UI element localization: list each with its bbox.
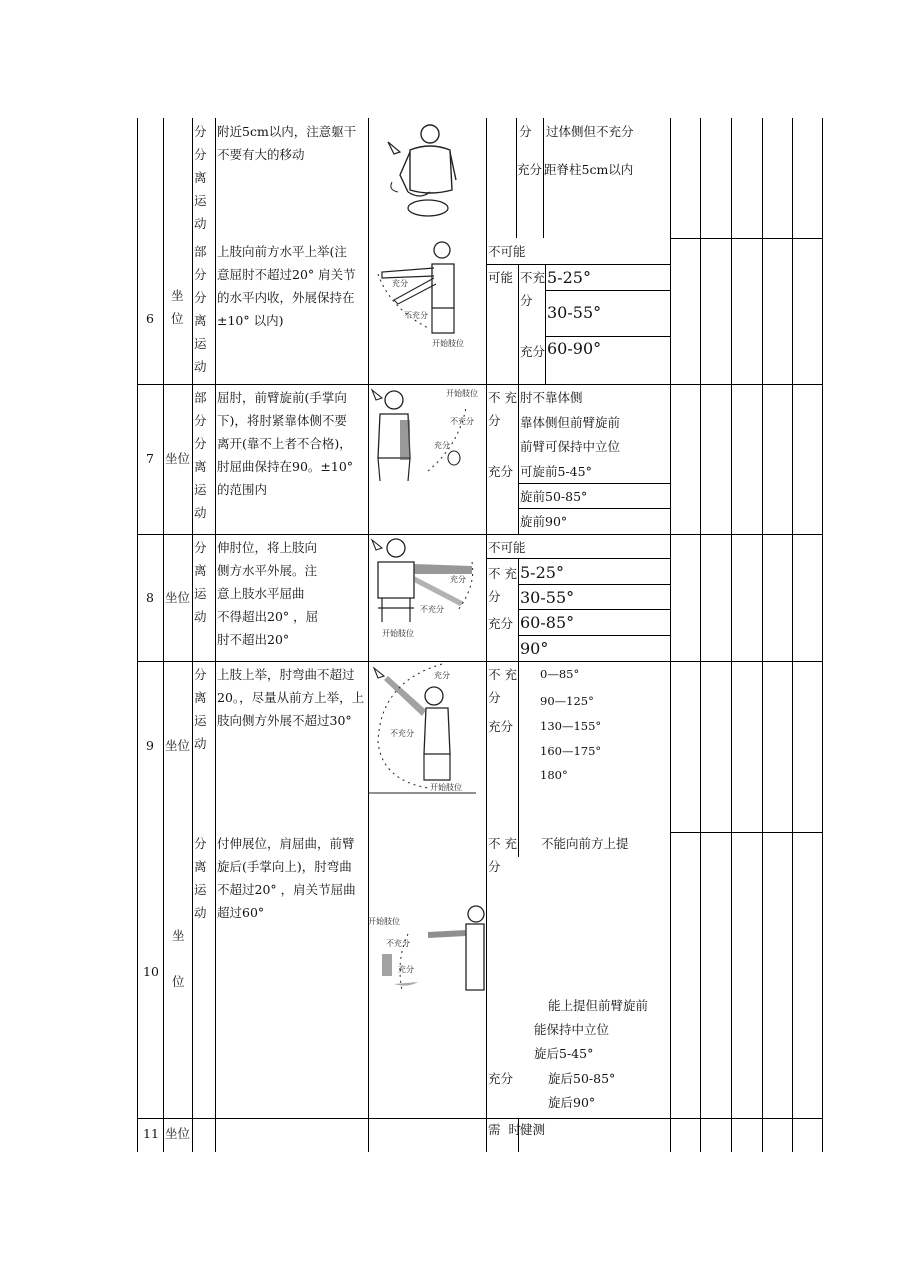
position-label: 坐位: [165, 738, 191, 753]
range-value: 60-90°: [547, 339, 602, 358]
table-border-right: [822, 118, 823, 1152]
position-label: 坐 位: [172, 928, 185, 989]
figure-label: 充分: [392, 279, 408, 288]
seated-arm-overhead-figure-icon: [368, 662, 476, 794]
grade-label: 不 充 分: [488, 836, 517, 874]
instruction-text: 付伸展位，肩屈曲，前臂 旋后(手掌向上)，肘弯曲 不超过20° ，肩关节屈曲 超过60°: [217, 836, 356, 920]
col-line: [762, 118, 763, 1152]
standing-arm-supination-figure-icon: [368, 900, 486, 1004]
grade-label: 需 时: [488, 1122, 521, 1137]
range-value: 180°: [540, 768, 568, 782]
position-label: 坐 位: [171, 288, 184, 326]
grade-label: 充分: [488, 464, 514, 479]
range-value: 5-25°: [547, 268, 591, 287]
criteria-text: 旋后5-45°: [534, 1046, 594, 1061]
criteria-text: 距脊柱5cm以内: [544, 162, 634, 177]
grade-label: 充分: [488, 1071, 514, 1086]
grade-label: 不 充 分: [488, 390, 517, 428]
movement-type: 部 分 分 离 运 动: [194, 244, 207, 374]
range-value: 0—85°: [540, 667, 580, 681]
figure-label: 不充分: [450, 417, 474, 426]
grade-label: 分: [519, 124, 532, 139]
row-line: [137, 384, 822, 385]
row-line: [518, 609, 670, 610]
criteria-text: 旋前90°: [520, 514, 568, 529]
range-value: 130—155°: [540, 719, 602, 733]
figure-label: 不充分: [386, 939, 410, 948]
grade-label: 充分: [488, 719, 514, 734]
col-line: [486, 118, 487, 1152]
figure-label: 充分: [434, 671, 450, 680]
grade-label: 充分: [517, 162, 543, 177]
criteria-text: 旋后90°: [548, 1095, 596, 1110]
criteria-text: 旋后50-85°: [548, 1071, 616, 1086]
row-line: [518, 483, 670, 484]
movement-type: 分 分 离 运 动: [194, 124, 207, 231]
range-value: 90°: [520, 639, 549, 658]
figure-label: 充分: [434, 441, 450, 450]
col-line: [545, 264, 546, 384]
row-number: 11: [143, 1126, 159, 1141]
instruction-text: 附近5cm以内，注意躯干 不要有大的移动: [217, 124, 357, 162]
grade-label: 不充 分: [520, 270, 546, 308]
row-line: [137, 1118, 822, 1119]
col-line: [670, 118, 671, 1152]
row-line: [545, 290, 670, 291]
figure-label: 开始肢位: [368, 917, 400, 926]
figure-label: 充分: [398, 965, 414, 974]
range-value: 5-25°: [520, 563, 564, 582]
col-line: [731, 118, 732, 1152]
movement-type: 部 分 分 离 运 动: [194, 390, 207, 520]
figure-label: 开始肢位: [382, 629, 414, 638]
row-line: [486, 264, 670, 265]
col-line: [700, 118, 701, 1152]
position-label: 坐位: [165, 451, 191, 466]
instruction-text: 上肢向前方水平上举(注 意屈肘不超过20° 肩关节 的水平内收，外展保持在 ±10° 以内): [217, 244, 356, 328]
row-line: [137, 661, 822, 662]
range-value: 30-55°: [520, 588, 575, 607]
table-border-left: [137, 118, 138, 1152]
row-number: 10: [143, 964, 159, 979]
grade-label: 不可能: [488, 540, 526, 555]
position-label: 坐位: [165, 1126, 191, 1141]
col-line: [518, 832, 519, 857]
criteria-text: 过体侧但不充分: [546, 124, 634, 139]
grade-label: 不 充 分: [488, 667, 517, 705]
col-line: [518, 661, 519, 832]
col-line: [215, 118, 216, 1152]
row-number: 8: [146, 590, 154, 605]
row-line: [670, 238, 822, 239]
criteria-text: 能保持中立位: [534, 1022, 610, 1037]
figure-label: 充分: [450, 575, 466, 584]
range-value: 60-85°: [520, 613, 575, 632]
seated-arm-abduction-figure-icon: [368, 536, 484, 642]
figure-label: 开始肢位: [432, 339, 464, 348]
movement-type: 分 离 运 动: [194, 836, 207, 920]
col-line: [163, 118, 164, 1152]
col-line: [792, 118, 793, 1152]
row-line: [518, 635, 670, 636]
criteria-text: 健测: [520, 1122, 546, 1137]
criteria-text: 旋前50-85°: [520, 489, 588, 504]
row-number: 7: [146, 451, 154, 466]
criteria-text: 靠体侧但前臂旋前: [520, 415, 621, 430]
range-value: 30-55°: [547, 303, 602, 322]
figure-label: 不充分: [404, 311, 428, 320]
row-line: [670, 832, 822, 833]
criteria-text: 可旋前5-45°: [520, 464, 592, 479]
criteria-text: 能上提但前臂旋前: [548, 998, 649, 1013]
position-label: 坐位: [165, 590, 191, 605]
col-line: [192, 118, 193, 1152]
row-line: [518, 508, 670, 509]
figure-label: 开始肢位: [430, 783, 462, 792]
criteria-text: 肘不靠体侧: [520, 390, 583, 405]
row-number: 9: [146, 738, 154, 753]
row-line: [518, 584, 670, 585]
row-number: 6: [146, 311, 154, 326]
instruction-text: 伸肘位，将上肢向 侧方水平外展。注 意上肢水平屈曲 不得超出20° ，屈 肘不超出20°: [217, 540, 319, 647]
range-value: 90—125°: [540, 694, 594, 708]
figure-label: 不充分: [420, 605, 444, 614]
criteria-text: 不能向前方上提: [541, 836, 629, 851]
grade-label: 可能: [488, 270, 514, 285]
instruction-text: 屈肘，前臂旋前(手掌向 下)，将肘紧靠体侧不要 离开(靠不上者不合格)， 肘屈曲保持在90。±10° 的范围内: [217, 390, 354, 497]
grade-label: 不 充 分: [488, 566, 517, 604]
figure-label: 开始肢位: [446, 389, 478, 398]
instruction-text: 上肢上举，肘弯曲不超过 20。，尽量从前方上举，上 肢向侧方外展不超过30°: [217, 667, 365, 728]
seated-arm-forward-raise-figure-icon: [370, 238, 480, 350]
grade-label: 充分: [520, 344, 546, 359]
grade-label: 充分: [488, 616, 514, 631]
col-line: [518, 264, 519, 384]
figure-label: 不充分: [390, 729, 414, 738]
grade-label: 不可能: [488, 244, 526, 259]
seated-back-view-figure-icon: [380, 120, 475, 220]
seated-elbow-pronation-figure-icon: [368, 386, 484, 486]
movement-type: 分 离 运 动: [194, 667, 207, 751]
range-value: 160—175°: [540, 744, 602, 758]
criteria-text: 前臂可保持中立位: [520, 439, 621, 454]
row-line: [137, 534, 822, 535]
col-line: [518, 384, 519, 534]
movement-type: 分 离 运 动: [194, 540, 207, 624]
